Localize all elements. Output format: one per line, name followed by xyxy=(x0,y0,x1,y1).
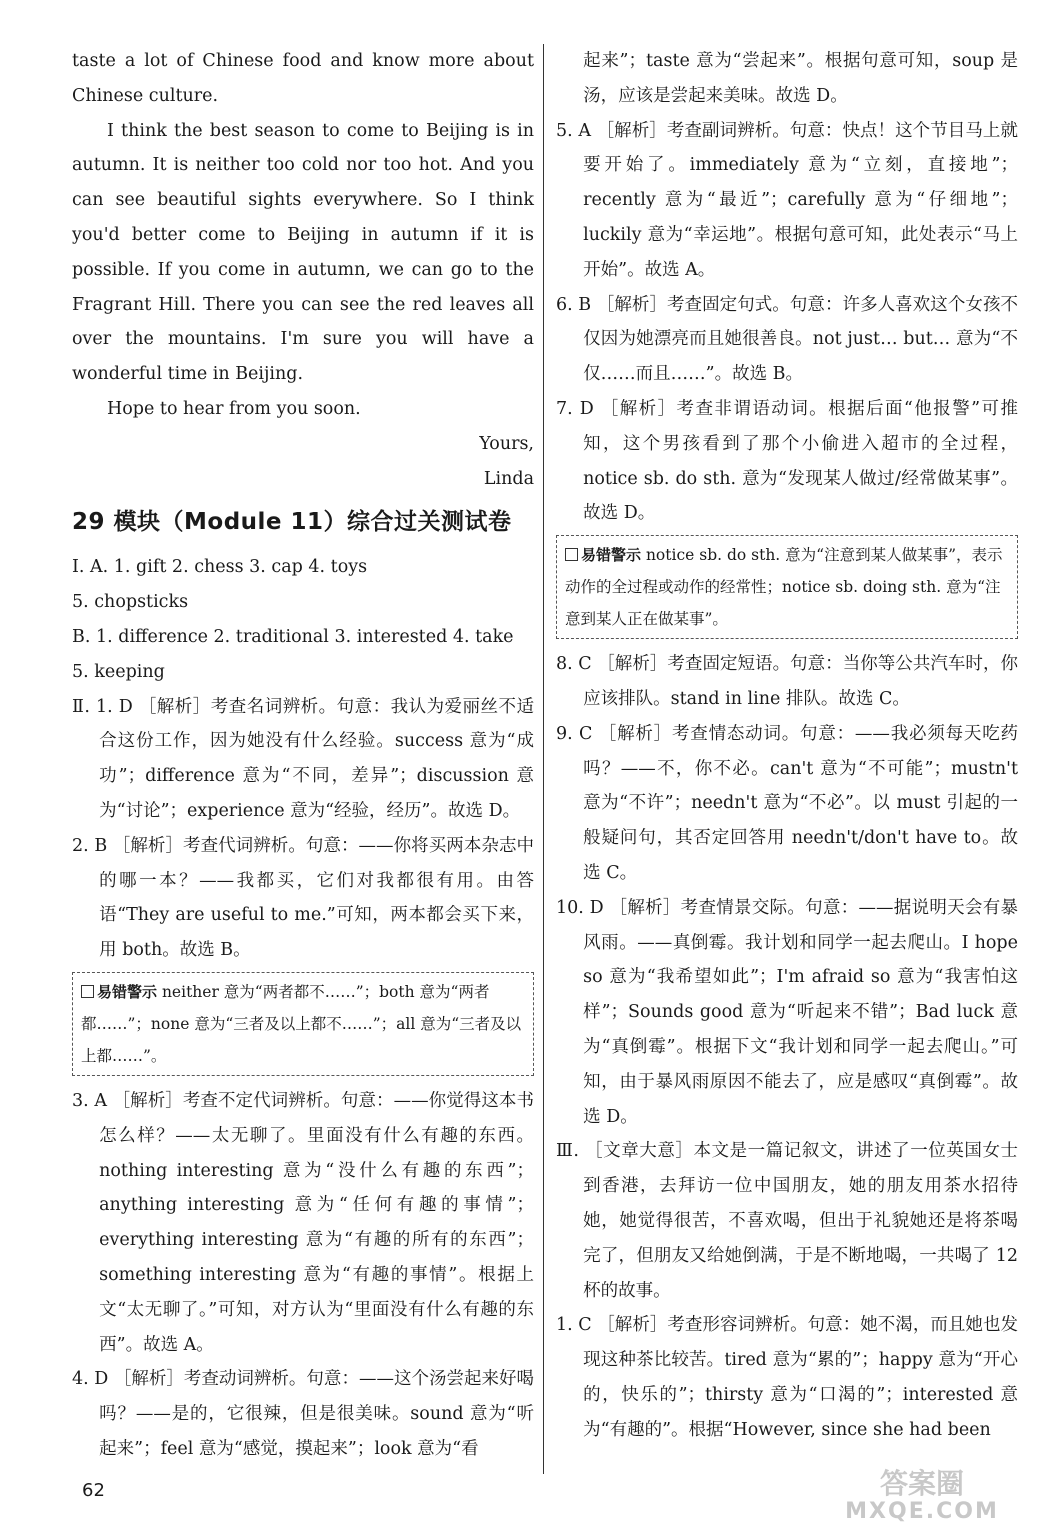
letter-paragraph: I think the best season to come to Beijing is in autumn. It is neither too cold nor too hot. And you can see beautiful sights everywhere. So I think you'd better come to Beijing in autumn if it is possible. If you come in autumn, we can go to the Fragrant Hill. There you can see the red leaves all over the mountains. I'm sure you will have a wonderful time in Beijing. xyxy=(72,120,534,385)
error-warning-box xyxy=(556,535,1018,639)
answer-item: 10. D ［解析］考查情景交际。句意：——据说明天会有暴风雨。——真倒霉。我计划和同学一起去爬山。I hope so 意为“我希望如此”；I'm afraid so 意为“我害怕这样”；Sounds good 意为“听起来不错”；Bad luck 意为“真倒霉”。根据下文“我计划和同学一起去爬山。”可知，由于暴风雨原因不能去了，应是感叹“真倒霉”。故选 D。 xyxy=(556,897,1018,1127)
answer-item: 5. A ［解析］考查副词辨析。句意：快点！这个节目马上就要开始了。immediately 意为“立刻，直接地”；recently 意为“最近”；carefully 意为“仔细地”；luckily 意为“幸运地”。根据句意可知，此处表示“马上开始”。故选 A。 xyxy=(556,120,1018,280)
answer-item: 2. B ［解析］考查代词辨析。句意：——你将买两本杂志中的哪一本？——我都买，它们对我都很有用。由答语“They are useful to me.”可知，两本都会买下来，用 both。故选 B。 xyxy=(72,835,534,961)
warning-icon xyxy=(565,548,578,561)
answer-item: 4. D ［解析］考查动词辨析。句意：——这个汤尝起来好喝吗？——是的，它很辣，但是很美味。sound 意为“听起来”；feel 意为“感觉，摸起来”；look 意为“看 xyxy=(72,1369,534,1459)
error-warning-box xyxy=(72,972,534,1076)
warning-tag: 易错警示 xyxy=(581,546,642,565)
answer-item: 9. C ［解析］考查情态动词。句意：——我必须每天吃药吗？——不，你不必。can't 意为“不可能”；mustn't 意为“不许”；needn't 意为“不必”。以 must 引起的一般疑问句，其否定回答用 needn't/don't have to。故选 C。 xyxy=(556,723,1018,883)
answer-item: B. 1. difference 2. traditional 3. interested 4. take xyxy=(72,626,514,647)
answer-item: 5. keeping xyxy=(72,661,165,682)
letter-signature: Linda xyxy=(483,468,534,489)
letter-paragraph: taste a lot of Chinese food and know more about Chinese culture. xyxy=(72,51,534,106)
warning-tag: 易错警示 xyxy=(97,982,158,1001)
answer-item: 3. A ［解析］考查不定代词辨析。句意：——你觉得这本书怎么样？——太无聊了。里面没有什么有趣的东西。nothing interesting 意为“没什么有趣的东西”；anything interesting 意为“任何有趣的事情”；everything interesting 意为“有趣的所有的东西”；something interesting 意为“有趣的事情”。根据上文“太无聊了。”可知，对方认为“里面没有什么有趣的东西”。故选 A。 xyxy=(72,1090,534,1355)
letter-paragraph: Hope to hear from you soon. xyxy=(107,398,361,419)
right-column xyxy=(556,44,1018,1447)
warning-text: notice sb. do sth. 意为“注意到某人做某事”，表示动作的全过程或动作的经常性；notice sb. doing sth. 意为“注意到某人正在做某事”。 xyxy=(565,546,1003,629)
warning-icon xyxy=(81,985,94,998)
warning-text: neither 意为“两者都不……”；both 意为“两者都……”；none 意为“三者及以上都不……”；all 意为“三者及以上都……”。 xyxy=(81,982,522,1065)
answer-item: 起来”；taste 意为“尝起来”。根据句意可知，soup 是汤，应该是尝起来美味。故选 D。 xyxy=(583,51,1018,106)
column-divider xyxy=(543,44,544,1474)
answer-item: Ⅰ. A. 1. gift 2. chess 3. cap 4. toys xyxy=(72,557,368,578)
page-number: 62 xyxy=(82,1480,105,1501)
answer-item: 1. C ［解析］考查形容词辨析。句意：她不渴，而且她也发现这种茶比较苦。tired 意为“累的”；happy 意为“开心的，快乐的”；thirsty 意为“口渴的”；interested 意为“有趣的”。根据“However, since she had been xyxy=(556,1315,1018,1440)
answer-item: 6. B ［解析］考查固定句式。句意：许多人喜欢这个女孩不仅因为她漂亮而且她很善良。not just… but… 意为“不仅……而且……”。故选 B。 xyxy=(556,294,1018,385)
left-column xyxy=(72,44,534,1467)
watermark-logo xyxy=(827,1467,1017,1528)
watermark-line: MXQE.COM xyxy=(845,1499,999,1524)
watermark-line: 答案圈 xyxy=(879,1467,964,1500)
answer-item: 7. D ［解析］考查非谓语动词。根据后面“他报警”可推知，这个男孩看到了那个小偷进入超市的全过程，notice sb. do sth. 意为“发现某人做过/经常做某事”。故选 D。 xyxy=(556,398,1018,524)
answer-item: 8. C ［解析］考查固定短语。句意：当你等公共汽车时，你应该排队。stand in line 排队。故选 C。 xyxy=(556,654,1018,709)
answer-item: Ⅲ. ［文章大意］本文是一篇记叙文，讲述了一位英国女士到香港，去拜访一位中国朋友，她的朋友用茶水招待她，她觉得很苦，不喜欢喝，但出于礼貌她还是将茶喝完了，但朋友又给她倒满，于是不断地喝，一共喝了 12 杯的故事。 xyxy=(556,1141,1018,1301)
answer-item: 5. chopsticks xyxy=(72,592,189,613)
section-heading: 29 模块（Module 11）综合过关测试卷 xyxy=(72,509,512,536)
letter-closing: Yours, xyxy=(479,433,534,454)
answer-item: Ⅱ. 1. D ［解析］考查名词辨析。句意：我认为爱丽丝不适合这份工作，因为她没有什么经验。success 意为“成功”；difference 意为“不同，差异”；discussion 意为“讨论”；experience 意为“经验，经历”。故选 D。 xyxy=(72,696,534,821)
